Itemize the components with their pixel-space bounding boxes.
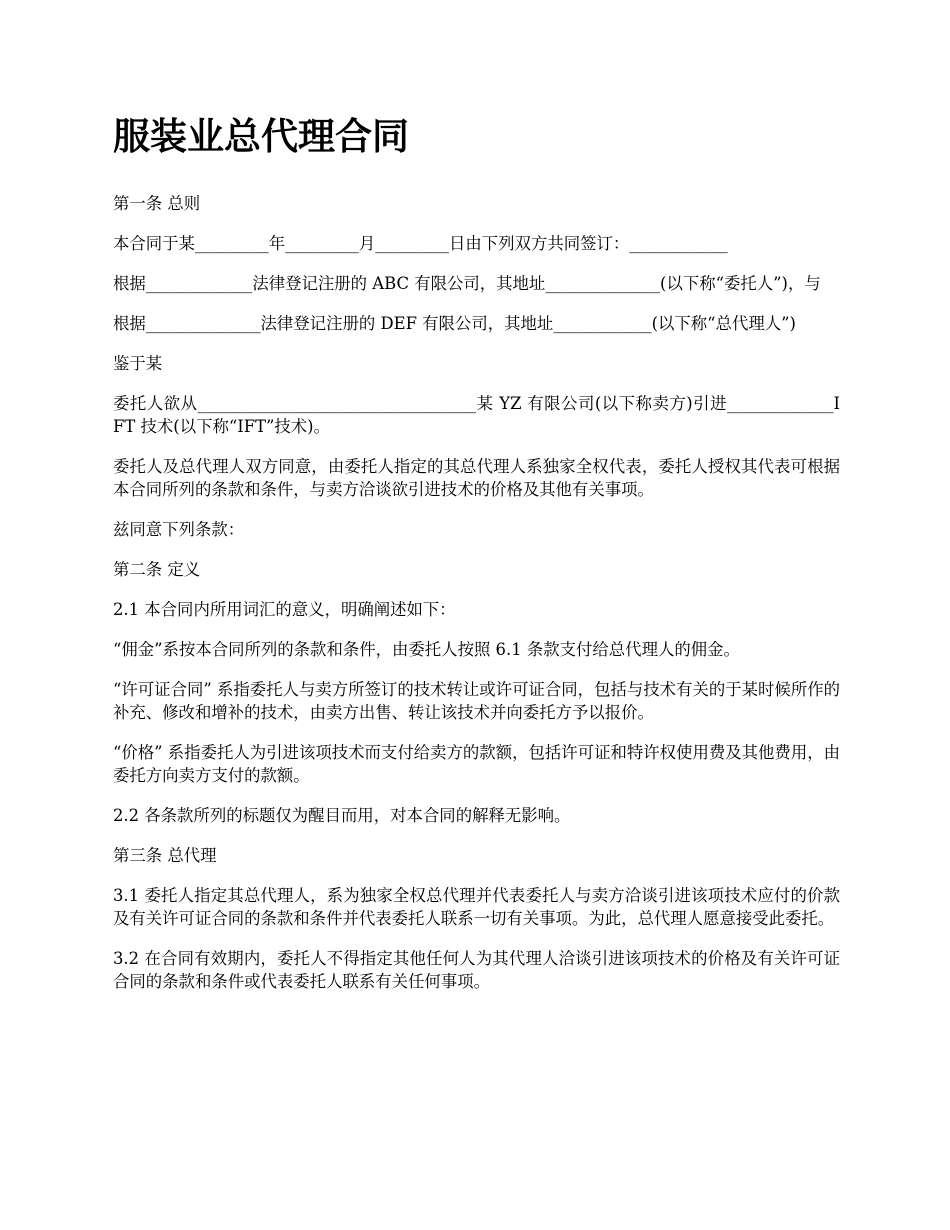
section-heading-1: 第一条 总则 [113, 194, 201, 213]
section-heading-3: 第三条 总代理 [113, 846, 217, 865]
agent-party-paragraph: 根据______________法律登记注册的 DEF 有限公司，其地址____________(以下称“总代理人”) [113, 314, 796, 333]
section-heading-2: 第二条 定义 [113, 560, 201, 579]
clause-3-2: 3.2 在合同有效期内，委托人不得指定其他任何人为其代理人洽谈引进该项技术的价格及有关许可证合同的条款和条件或代表委托人联系有关任何事项。 [113, 949, 840, 991]
document-page [113, 108, 840, 1010]
technology-paragraph: 委托人欲从__________________________________某 YZ 有限公司(以下称卖方)引进_____________IFT 技术(以下称“IFT”技术)。 [113, 394, 840, 436]
terms-intro-paragraph: 兹同意下列条款： [113, 520, 245, 539]
whereas-paragraph: 鉴于某 [113, 354, 163, 373]
definition-price: “价格” 系指委托人为引进该项技术而支付给卖方的款额，包括许可证和特许权使用费及其他费用，由委托方向卖方支付的款额。 [113, 743, 840, 785]
clause-2-2: 2.2 各条款所列的标题仅为醒目而用，对本合同的解释无影响。 [113, 806, 571, 825]
definition-license-contract: “许可证合同” 系指委托人与卖方所签订的技术转让或许可证合同，包括与技术有关的于某时候所作的补充、修改和增补的技术，由卖方出售、转让该技术并向委托方予以报价。 [113, 680, 840, 722]
agreement-paragraph: 委托人及总代理人双方同意，由委托人指定的其总代理人系独家全权代表，委托人授权其代表可根据本合同所列的条款和条件，与卖方洽谈欲引进技术的价格及其他有关事项。 [113, 457, 840, 499]
definition-commission: “佣金”系按本合同所列的条款和条件，由委托人按照 6.1 条款支付给总代理人的佣金。 [113, 640, 740, 659]
principal-party-paragraph: 根据_____________法律登记注册的 ABC 有限公司，其地址______________(以下称“委托人”)，与 [113, 274, 821, 293]
clause-3-1: 3.1 委托人指定其总代理人，系为独家全权总代理并代表委托人与卖方洽谈引进该项技术应付的价款及有关许可证合同的条款和条件并代表委托人联系一切有关事项。为此，总代理人愿意接受此委托。 [113, 886, 840, 928]
signing-date-paragraph: 本合同于某_________年_________月_________日由下列双方共同签订：____________ [113, 234, 728, 253]
clause-2-1: 2.1 本合同内所用词汇的意义，明确阐述如下： [113, 600, 456, 619]
document-title: 服装业总代理合同 [113, 114, 409, 158]
